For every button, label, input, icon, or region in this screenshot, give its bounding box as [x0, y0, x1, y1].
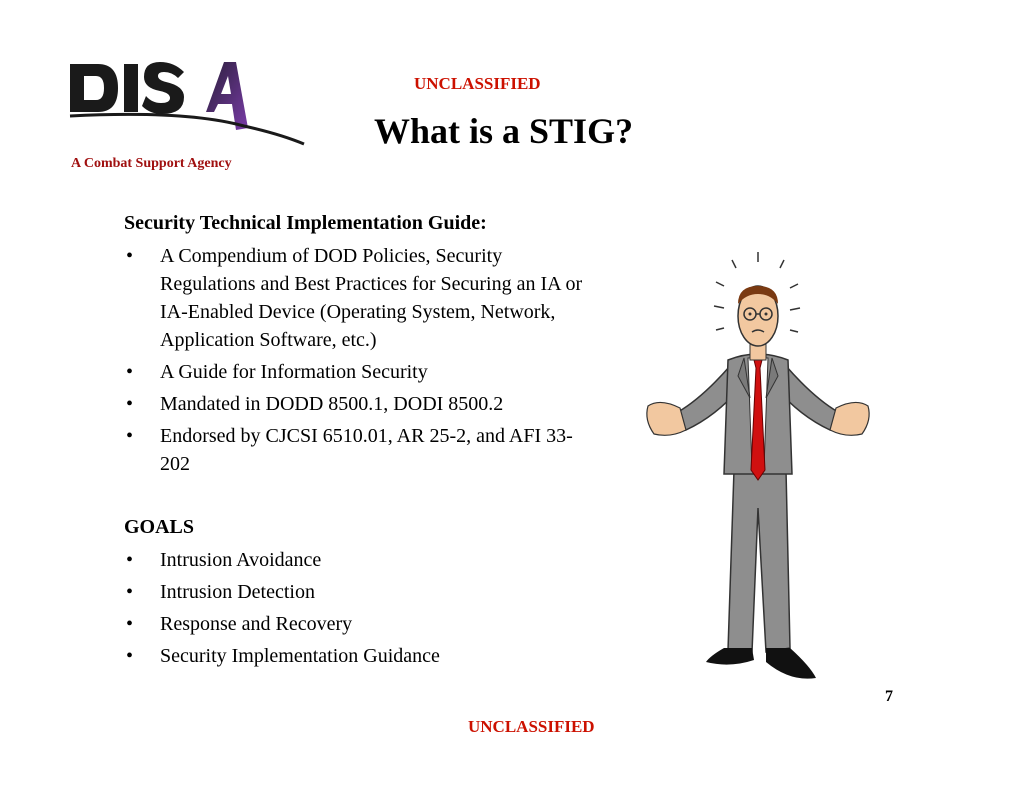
confused-businessman-illustration: [640, 248, 875, 688]
definition-item: • Endorsed by CJCSI 6510.01, AR 25-2, and AFI 33-202: [124, 422, 590, 478]
bullet: •: [126, 549, 134, 571]
definition-item: • A Guide for Information Security: [124, 358, 594, 386]
bullet: •: [126, 361, 134, 383]
goal-item: • Intrusion Avoidance: [124, 546, 594, 574]
goal-item: • Security Implementation Guidance: [124, 642, 594, 670]
agency-tagline: A Combat Support Agency: [71, 156, 232, 171]
goals-list: [124, 546, 594, 670]
bullet: •: [126, 425, 134, 447]
slide-title: What is a STIG?: [374, 111, 634, 151]
disa-logo: [66, 58, 311, 150]
definition-heading: Security Technical Implementation Guide:: [124, 212, 487, 234]
classification-banner-top: UNCLASSIFIED: [414, 74, 541, 93]
bullet: •: [126, 393, 134, 415]
definition-list: [124, 242, 594, 478]
bullet: •: [126, 581, 134, 603]
goal-item: • Intrusion Detection: [124, 578, 594, 606]
bullet: •: [126, 645, 134, 667]
goals-heading: GOALS: [124, 516, 195, 538]
goal-item: • Response and Recovery: [124, 610, 594, 638]
bullet: •: [126, 245, 134, 267]
classification-banner-bottom: UNCLASSIFIED: [468, 717, 595, 736]
definition-item: • Mandated in DODD 8500.1, DODI 8500.2: [124, 390, 594, 418]
page-number: 7: [885, 688, 893, 705]
bullet: •: [126, 613, 134, 635]
definition-item: • A Compendium of DOD Policies, Security Regulations and Best Practices for Securing an IA or IA-Enabled Device (Operating System, Network, Application Software, etc.): [124, 242, 594, 354]
